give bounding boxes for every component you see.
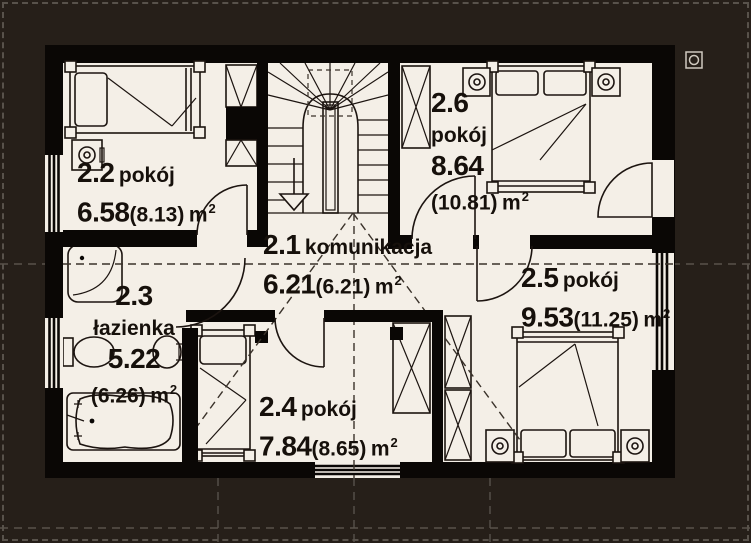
room-area-alt: (11.25)	[573, 308, 639, 332]
room-number: 2.6	[431, 87, 469, 118]
room-number: 2.5	[521, 262, 559, 293]
room-area-alt: (8.65)	[311, 437, 367, 461]
room-label-2-5: 2.5 pokój 9.53(11.25) $m^2$	[521, 262, 671, 333]
room-name: łazienka	[93, 317, 175, 340]
room-name: pokój	[562, 269, 619, 292]
room-area: 6.21	[263, 268, 316, 300]
flue-marker	[390, 327, 403, 340]
room-name: pokój	[300, 398, 357, 421]
room-label-2-2: 2.2 pokój 6.58(8.13) $m^2$	[77, 157, 216, 228]
room-name: komunikacja	[304, 236, 433, 259]
room-label-2-4: 2.4 pokój 7.84(8.65) $m^2$	[259, 391, 398, 462]
room-name: pokój	[118, 164, 175, 187]
vent-symbol	[686, 52, 702, 68]
room-area: 7.84	[259, 430, 312, 462]
room-number: 2.1	[263, 229, 301, 260]
room-area-alt: (8.13)	[129, 203, 185, 227]
room-name: pokój	[431, 124, 487, 147]
room-label-2-1: 2.1 komunikacja 6.21(6.21) $m^2$	[263, 229, 433, 300]
room-area: 6.58	[77, 196, 130, 228]
room-number: 2.2	[77, 157, 115, 188]
room-number: 2.4	[259, 391, 297, 422]
room-label-2-3: 2.3 łazienka 5.22 (6.26) $m^2$	[90, 280, 178, 408]
room-area-alt: (10.81)	[431, 191, 498, 215]
room-area-alt: (6.21)	[315, 275, 371, 299]
room-area: 8.64	[431, 150, 484, 181]
room-label-2-6: 2.6 pokój 8.64 (10.81) $m^2$	[431, 87, 529, 215]
room-area-alt: (6.26)	[90, 384, 146, 408]
room-area: 5.22	[107, 343, 161, 374]
room-area: 9.53	[521, 301, 574, 333]
room-number: 2.3	[115, 280, 153, 311]
